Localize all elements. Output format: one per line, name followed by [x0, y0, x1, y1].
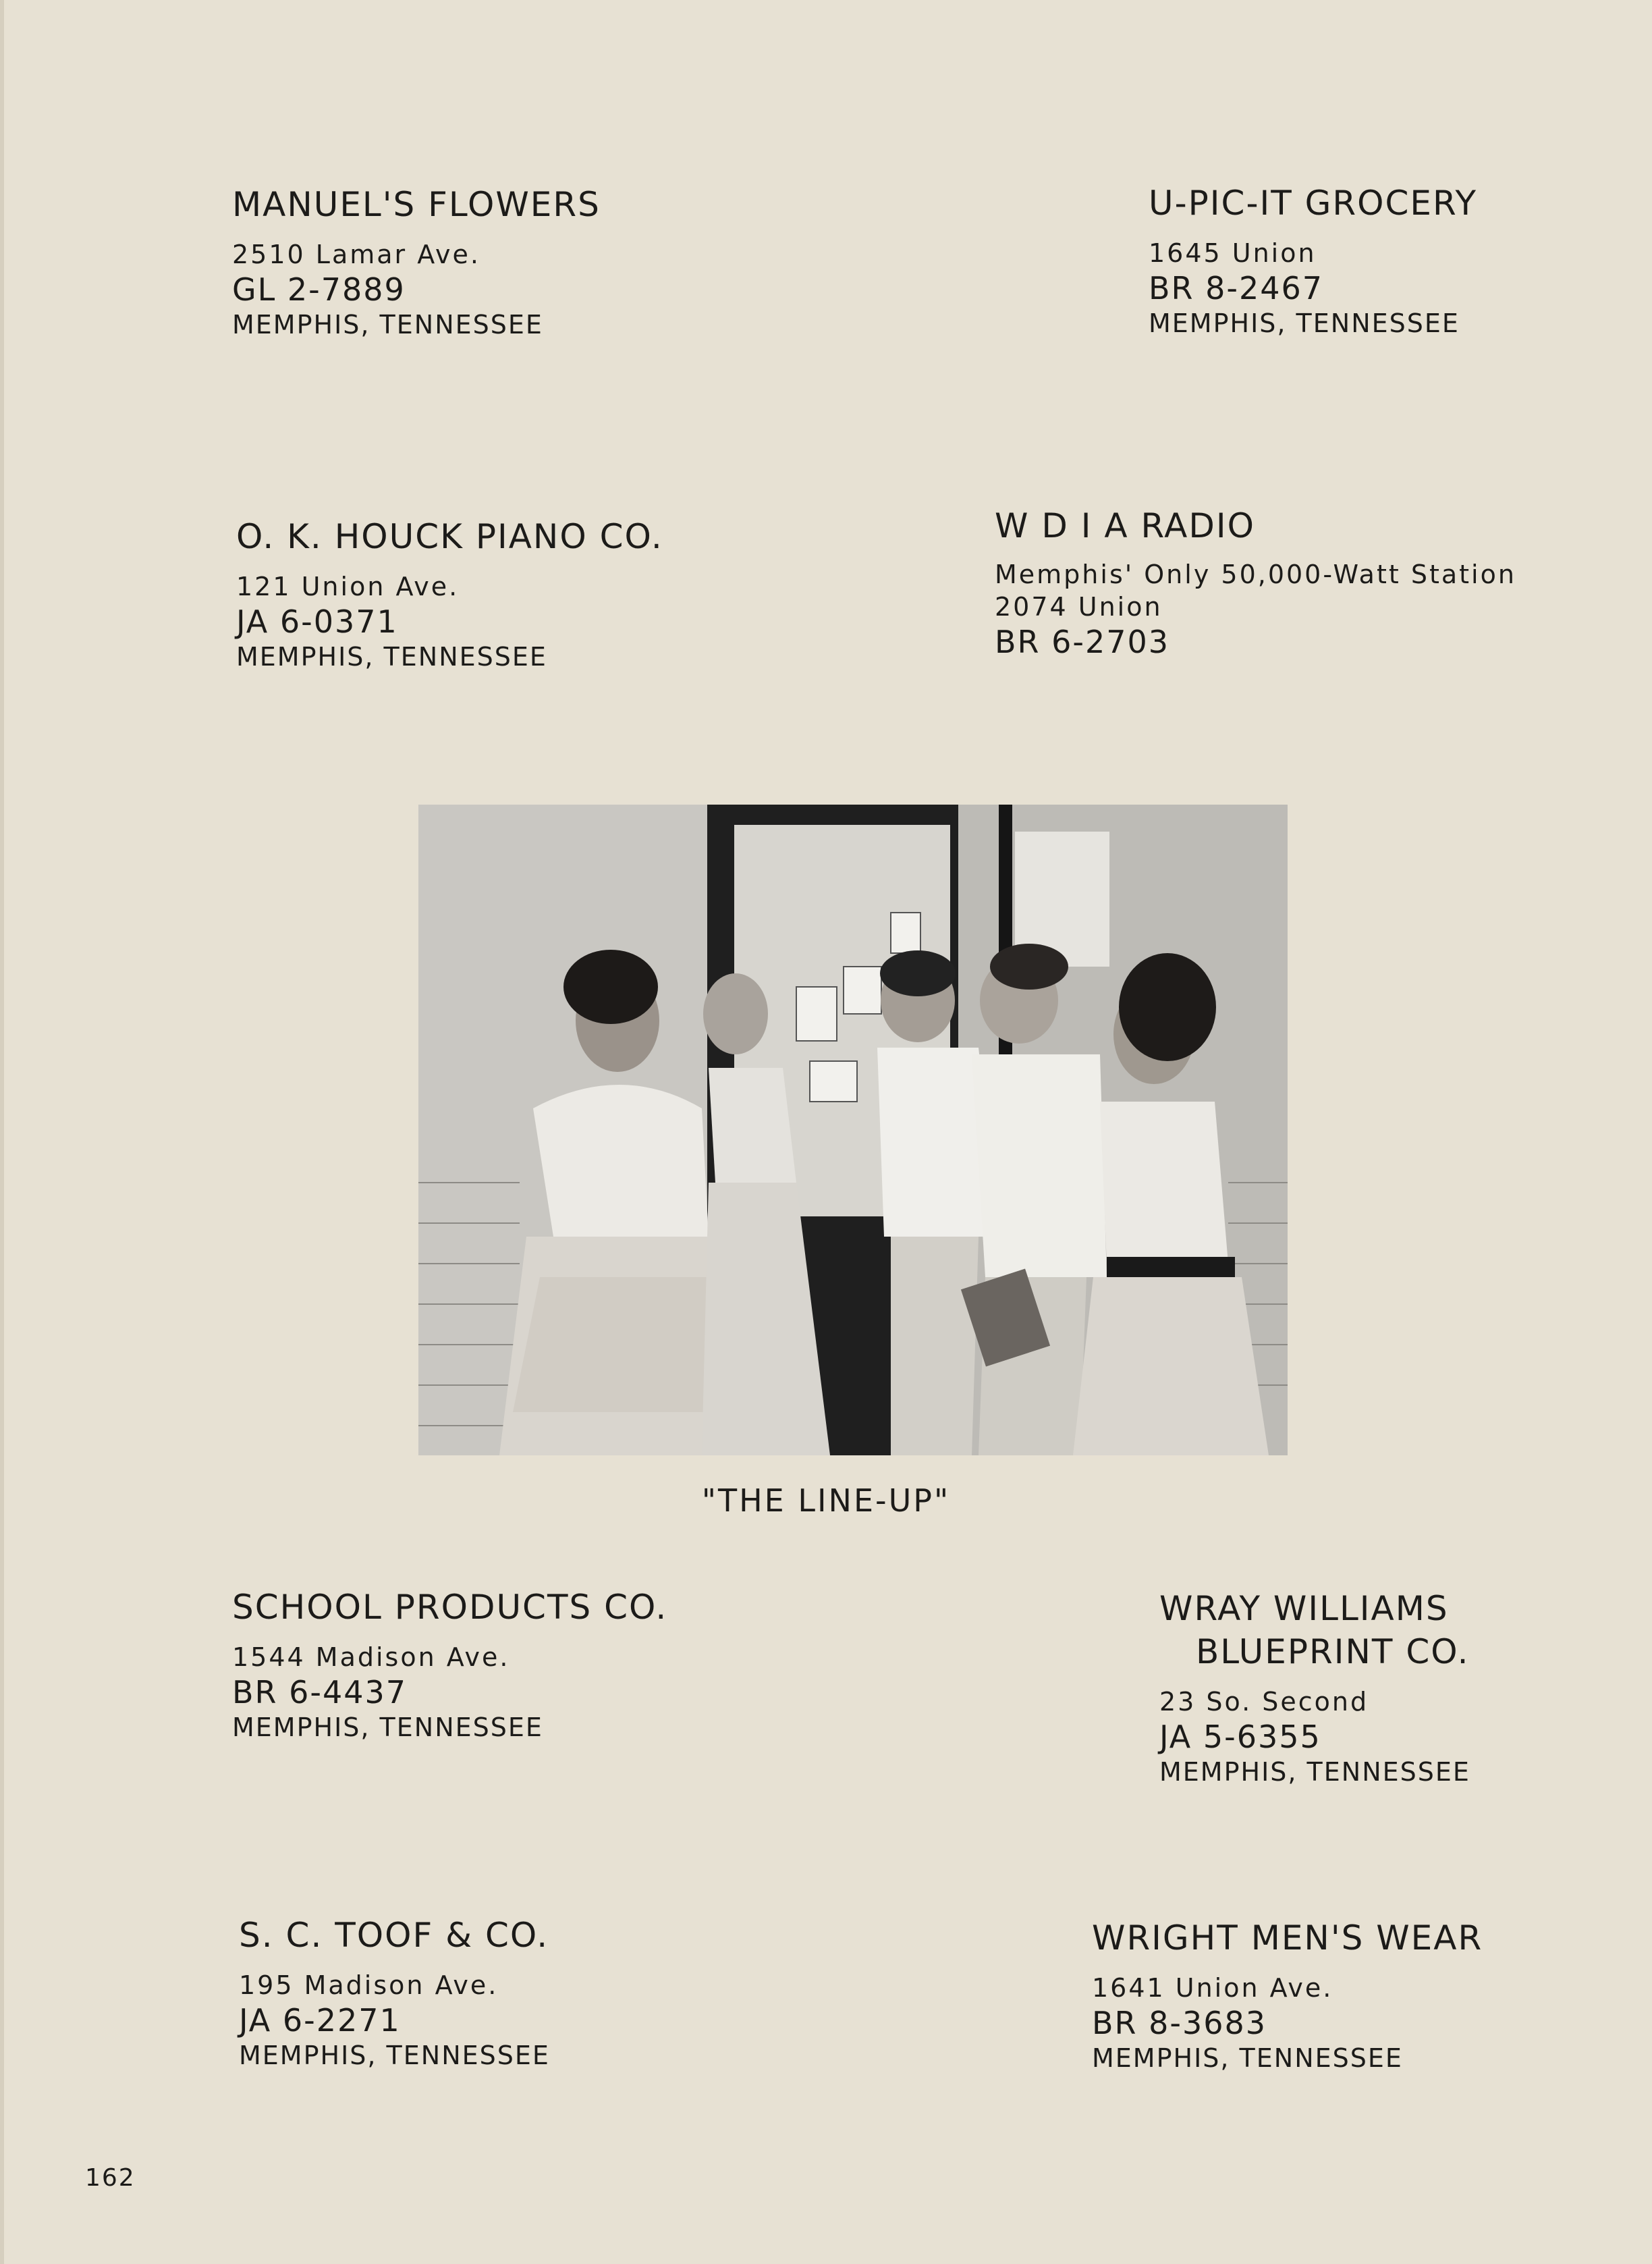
ad-phone: JA 5-6355 — [1159, 1719, 1321, 1755]
ad-phone: GL 2-7889 — [232, 271, 406, 308]
photo-the-line-up — [418, 805, 1288, 1455]
ad-name: U-PIC-IT GROCERY — [1149, 184, 1478, 223]
ad-name: WRIGHT MEN'S WEAR — [1092, 1918, 1483, 1958]
ad-phone: BR 8-2467 — [1149, 270, 1324, 306]
ad-phone: BR 6-4437 — [232, 1674, 408, 1710]
ad-tagline: Memphis' Only 50,000-Watt Station — [995, 560, 1516, 589]
ad-city: MEMPHIS, TENNESSEE — [232, 1713, 543, 1742]
page-binding-edge — [0, 0, 4, 2264]
ad-name: S. C. TOOF & CO. — [239, 1916, 549, 1955]
ad-name-line1: WRAY WILLIAMS — [1159, 1589, 1449, 1628]
ad-wray-williams-blueprint — [1159, 1589, 1470, 1787]
ad-upicit-grocery — [1149, 186, 1477, 336]
ad-address: 23 So. Second — [1159, 1687, 1369, 1717]
ad-address: 1645 Union — [1149, 238, 1317, 268]
ad-city: MEMPHIS, TENNESSEE — [1149, 308, 1460, 338]
ad-city: MEMPHIS, TENNESSEE — [1092, 2043, 1403, 2073]
ad-address: 121 Union Ave. — [236, 572, 460, 601]
ad-address: 2510 Lamar Ave. — [232, 240, 480, 269]
ad-address: 2074 Union — [995, 592, 1163, 622]
ad-wright-mens-wear — [1092, 1918, 1483, 2073]
ad-houck-piano — [236, 517, 663, 672]
ad-name-line2: BLUEPRINT CO. — [1196, 1632, 1470, 1671]
ad-name: W D I A RADIO — [995, 506, 1255, 545]
page-number: 162 — [85, 2164, 136, 2192]
ad-toof — [239, 1918, 550, 2068]
ad-phone: BR 6-2703 — [995, 624, 1170, 660]
ad-manuels-flowers — [232, 185, 601, 340]
ad-name: SCHOOL PRODUCTS CO. — [232, 1588, 668, 1627]
ad-phone: JA 6-0371 — [236, 603, 398, 640]
ad-name: O. K. HOUCK PIANO CO. — [236, 517, 663, 556]
ad-address: 195 Madison Ave. — [239, 1970, 499, 2000]
photo-caption: "THE LINE-UP" — [701, 1482, 951, 1519]
ad-wdia-radio — [995, 506, 1516, 660]
ad-name: MANUEL'S FLOWERS — [232, 185, 601, 224]
ad-address: 1544 Madison Ave. — [232, 1642, 510, 1672]
ad-city: MEMPHIS, TENNESSEE — [1159, 1757, 1470, 1787]
ad-city: MEMPHIS, TENNESSEE — [239, 2041, 550, 2070]
ad-school-products — [232, 1590, 667, 1740]
ad-address: 1641 Union Ave. — [1092, 1973, 1333, 2003]
ad-phone: BR 8-3683 — [1092, 2005, 1267, 2041]
ad-city: MEMPHIS, TENNESSEE — [236, 642, 547, 672]
ad-city: MEMPHIS, TENNESSEE — [232, 310, 543, 340]
ad-phone: JA 6-2271 — [239, 2002, 401, 2039]
